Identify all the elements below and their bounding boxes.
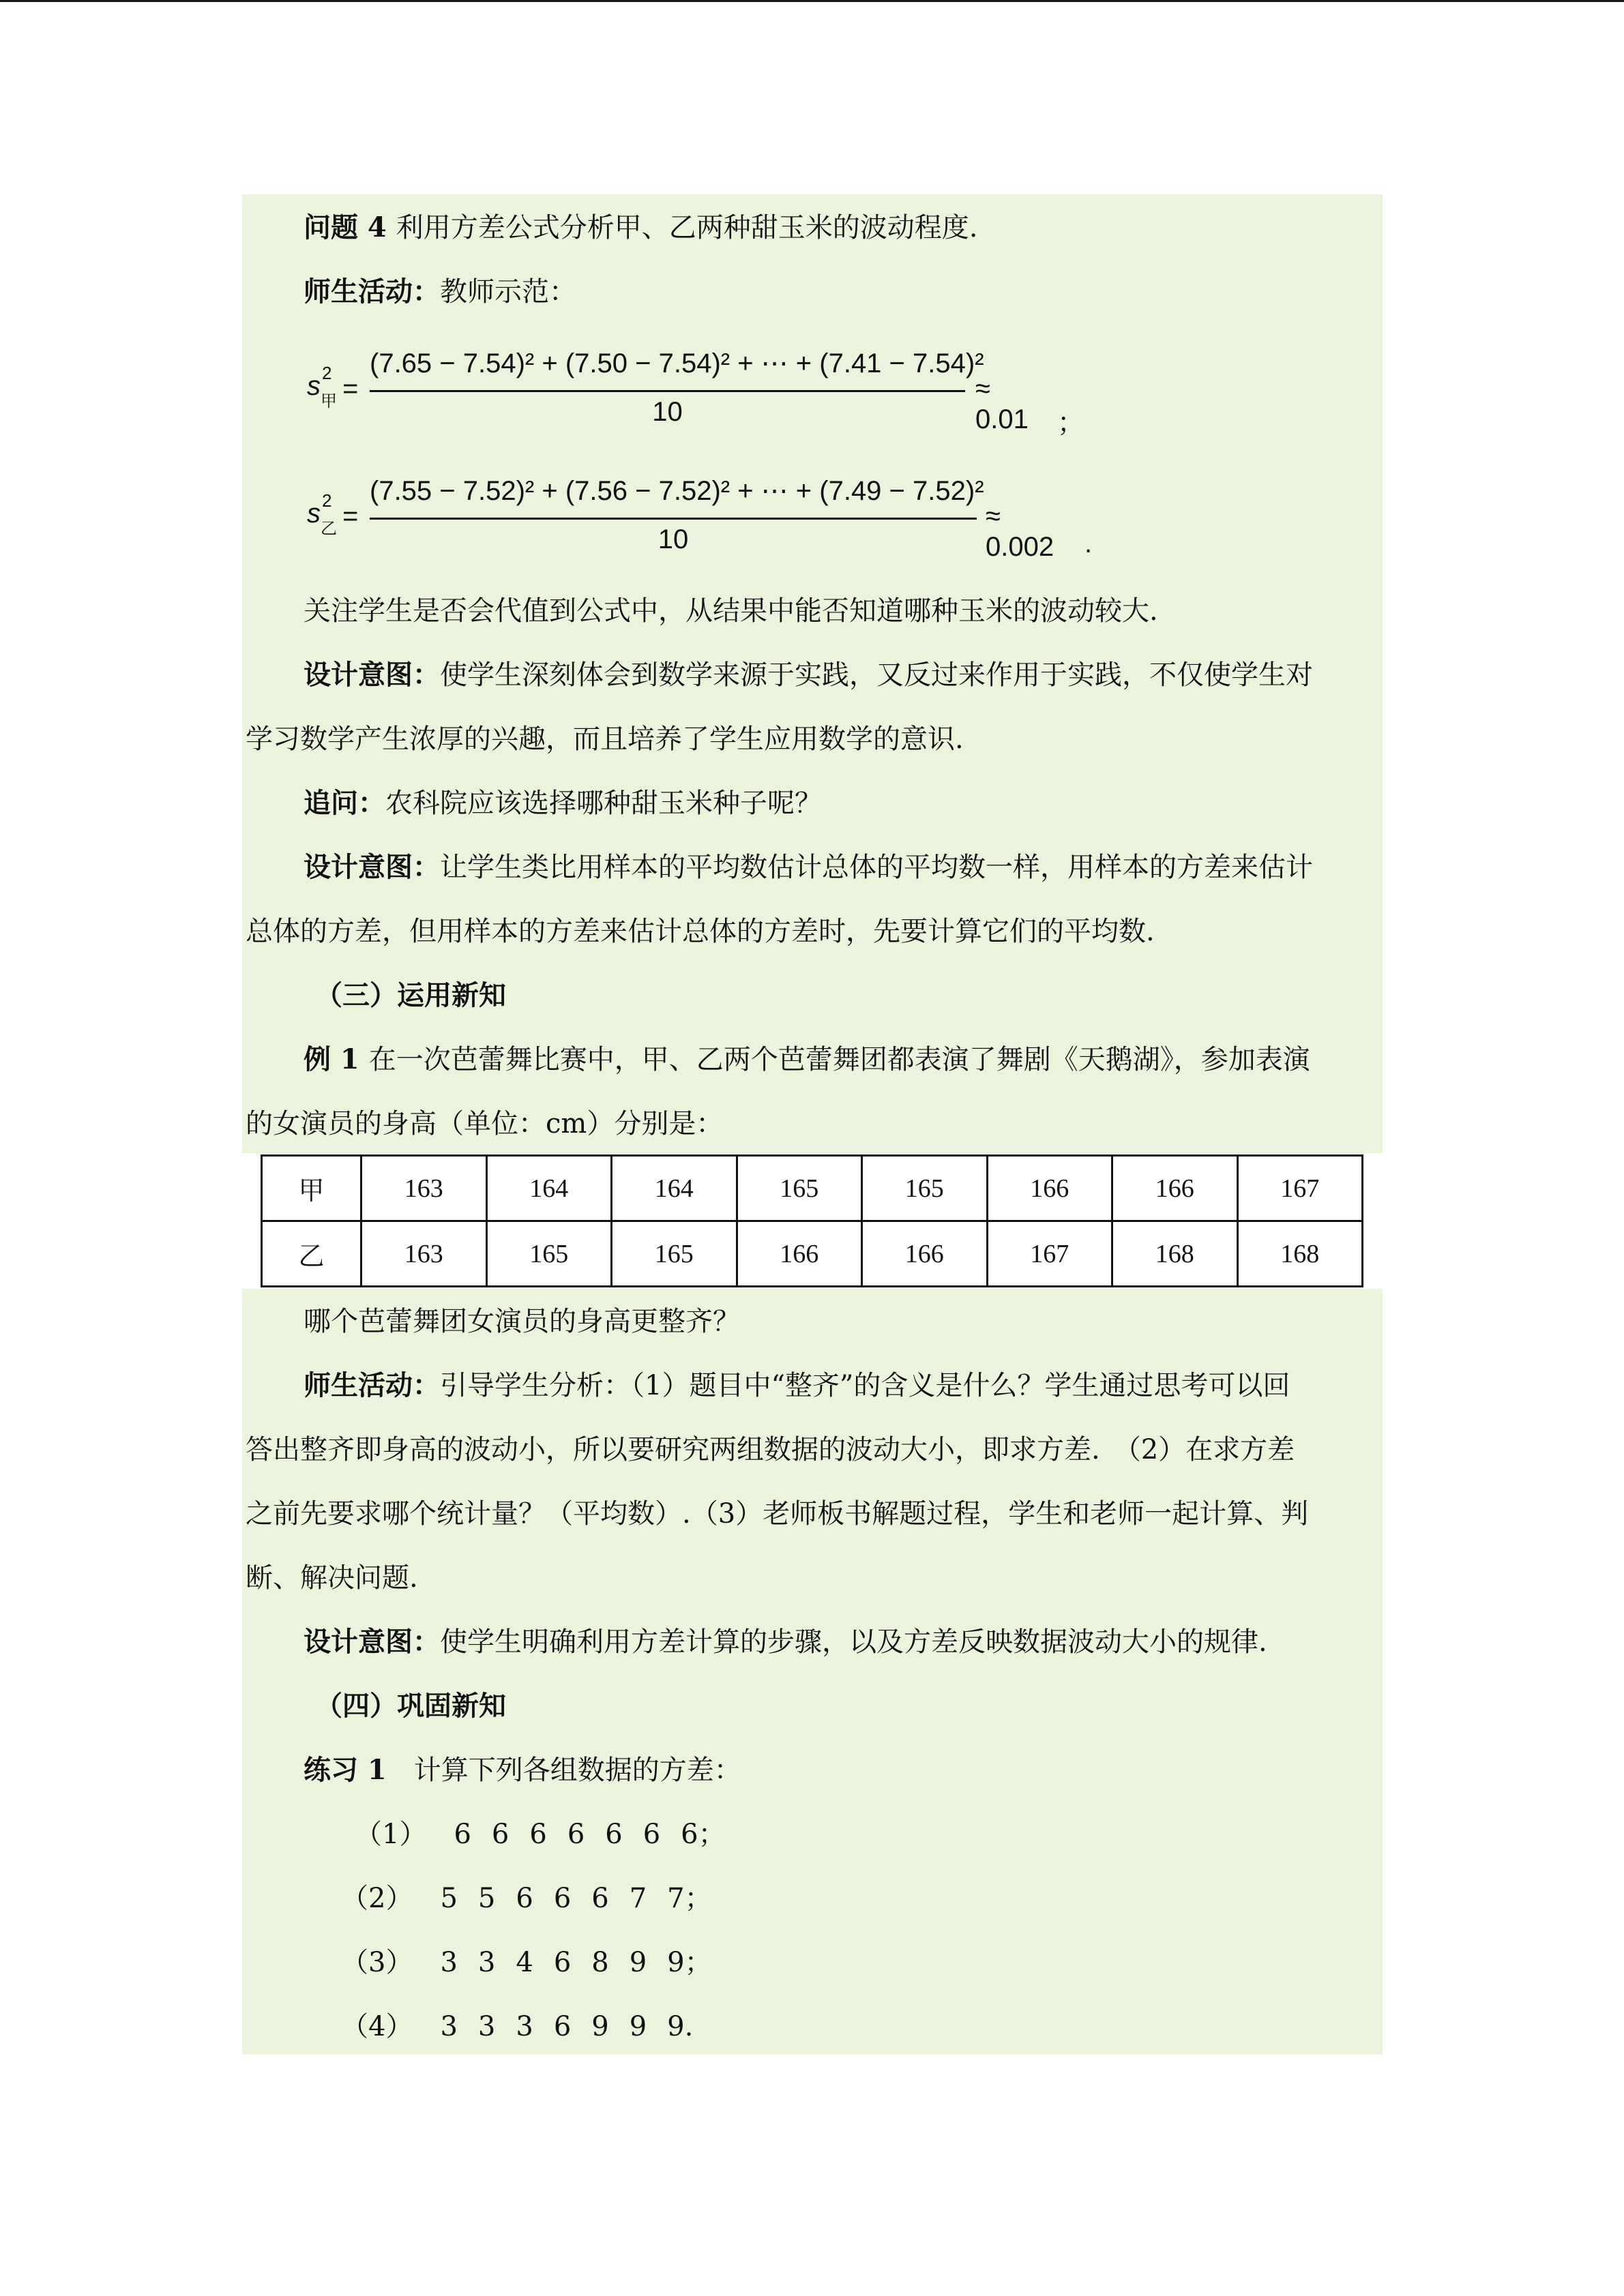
practice-item: [341, 1943, 733, 1982]
followup-question: [304, 784, 822, 822]
question-4-label: 问题 4: [304, 211, 387, 243]
example-1-cont: 的女演员的身高（单位：cm）分别是：: [246, 1108, 724, 1139]
focus-note: 关注学生是否会代值到公式中，从结果中能否知道哪种玉米的波动较大.: [304, 595, 1158, 627]
design-intent-3-text: 使学生明确利用方差计算的步骤，以及方差反映数据波动大小的规律.: [440, 1626, 1267, 1658]
practice-1-label: 练习 1: [304, 1754, 387, 1786]
practice-value: 9: [629, 2011, 647, 2042]
teacher-activity-2-label: 师生活动：: [304, 1369, 440, 1401]
table-cell: 165: [612, 1221, 737, 1287]
table-cell: 166: [1112, 1156, 1238, 1221]
question-4-text: 利用方差公式分析甲、乙两种甜玉米的波动程度.: [396, 212, 978, 243]
table-cell: 166: [737, 1221, 862, 1287]
practice-value: 5: [440, 1883, 458, 1914]
teacher-demo-text: 教师示范：: [440, 276, 576, 308]
practice-value: 6: [529, 1819, 547, 1850]
practice-value: 3: [477, 2011, 496, 2042]
formula-2-result: ≈ 0.002: [986, 501, 1054, 562]
table-row: [262, 1221, 1363, 1287]
formula-2-bar: [370, 518, 977, 520]
table-cell: 168: [1112, 1221, 1238, 1287]
example-1-label: 例 1: [304, 1043, 359, 1075]
example-1-text: 在一次芭蕾舞比赛中，甲、乙两个芭蕾舞团都表演了舞剧《天鹅湖》，参加表演: [368, 1044, 1310, 1075]
table-cell: 163: [361, 1221, 487, 1287]
teacher-activity-2-text: 引导学生分析：（1）题目中“整齐”的含义是什么？学生通过思考可以回: [440, 1370, 1290, 1401]
teacher-activity-2: [304, 1367, 1290, 1405]
table-row-header: 乙: [262, 1221, 361, 1287]
practice-value: 9: [629, 1947, 647, 1978]
practice-item-number: （1）: [355, 1819, 427, 1850]
design-intent-1-text: 使学生深刻体会到数学来源于实践，又反过来作用于实践，不仅使学生对: [440, 659, 1313, 691]
practice-value: 6: [553, 1883, 572, 1914]
design-intent-3: [304, 1623, 1267, 1661]
table-cell: 165: [737, 1156, 862, 1221]
practice-value: 7；: [667, 1883, 712, 1914]
practice-value: 6: [643, 1819, 661, 1850]
practice-value: 3: [440, 1947, 458, 1978]
example-1: [304, 1041, 1310, 1079]
height-table: [261, 1154, 1363, 1287]
section-3-heading: （三）运用新知: [315, 979, 506, 1011]
page-top-rule: [0, 0, 1624, 2]
followup-text: 农科院应该选择哪种甜玉米种子呢？: [385, 788, 822, 819]
table-cell: 165: [862, 1156, 988, 1221]
teacher-demo-line: [304, 273, 576, 311]
practice-value: 3: [516, 2011, 533, 2042]
followup-label: 追问：: [304, 787, 385, 819]
practice-value: 9；: [667, 1947, 712, 1978]
table-cell: 167: [1237, 1156, 1363, 1221]
design-intent-1-label: 设计意图：: [304, 659, 440, 691]
practice-item: [341, 1879, 733, 1918]
practice-value: 6: [516, 1883, 533, 1914]
design-intent-1: [304, 656, 1313, 694]
teacher-activity-2-cont-3: 断、解决问题.: [246, 1562, 418, 1594]
formula-1-s: s: [307, 371, 321, 401]
practice-value: 6: [567, 1819, 585, 1850]
teacher-demo-label: 师生活动：: [304, 275, 440, 308]
formula-1-denominator: 10: [652, 397, 683, 427]
table-cell: 163: [361, 1156, 487, 1221]
practice-value: 6: [491, 1819, 510, 1850]
design-intent-2-text: 让学生类比用样本的平均数估计总体的平均数一样，用样本的方差来估计: [440, 852, 1313, 883]
table-cell: 164: [486, 1156, 612, 1221]
practice-value: 3: [440, 2011, 458, 2042]
formula-1-sup: 2: [322, 363, 332, 383]
formula-2-equals: =: [342, 501, 359, 531]
table-cell: 167: [987, 1221, 1112, 1287]
design-intent-3-label: 设计意图：: [304, 1626, 440, 1658]
practice-value: 3: [477, 1947, 496, 1978]
practice-value: 5: [477, 1883, 496, 1914]
practice-value: 6: [605, 1819, 623, 1850]
practice-value: 9.: [667, 2011, 694, 2042]
teacher-activity-2-cont-2: 之前先要求哪个统计量？（平均数）.（3）老师板书解题过程，学生和老师一起计算、判: [246, 1498, 1309, 1530]
formula-1-numerator: (7.65 − 7.54)² + (7.50 − 7.54)² + ⋯ + (7.41 − 7.54)²: [370, 348, 984, 378]
table-cell: 165: [486, 1221, 612, 1287]
formula-2-s: s: [307, 498, 321, 528]
table-cell: 166: [862, 1221, 988, 1287]
table-cell: 168: [1237, 1221, 1363, 1287]
design-intent-2: [304, 848, 1313, 886]
formula-2-subscript: 乙: [321, 520, 337, 538]
practice-1: [304, 1751, 741, 1789]
table-row: [262, 1156, 1363, 1221]
practice-item-number: （2）: [341, 1883, 413, 1914]
formula-2-trail: .: [1084, 528, 1093, 558]
practice-value: 9: [591, 2011, 609, 2042]
practice-value: 6: [553, 1947, 572, 1978]
formula-1-equals: =: [342, 374, 359, 404]
practice-item-number: （4）: [341, 2011, 413, 2042]
practice-item: [355, 1815, 746, 1853]
which-troupe-question: 哪个芭蕾舞团女演员的身高更整齐？: [304, 1306, 740, 1337]
formula-2-denominator: 10: [658, 524, 689, 554]
practice-item: [341, 2008, 713, 2046]
practice-value: 6；: [681, 1819, 726, 1850]
formula-1-subscript: 甲: [321, 392, 337, 411]
formula-1-trail: ；: [1057, 408, 1084, 438]
formula-1-bar: [370, 390, 965, 392]
question-4: [304, 209, 977, 247]
formula-2-sup: 2: [322, 490, 332, 511]
formula-2-numerator: (7.55 − 7.52)² + (7.56 − 7.52)² + ⋯ + (7.49 − 7.52)²: [370, 476, 984, 506]
table-cell: 164: [612, 1156, 737, 1221]
section-4-heading: （四）巩固新知: [315, 1690, 506, 1722]
practice-value: 7: [629, 1883, 647, 1914]
table-cell: 166: [987, 1156, 1112, 1221]
table-row-header: 甲: [262, 1156, 361, 1221]
practice-value: 6: [454, 1819, 471, 1850]
design-intent-2-label: 设计意图：: [304, 851, 440, 883]
teacher-activity-2-cont-1: 答出整齐即身高的波动小，所以要研究两组数据的波动大小，即求方差. （2）在求方差: [246, 1434, 1295, 1465]
design-intent-2-cont: 总体的方差，但用样本的方差来估计总体的方差时，先要计算它们的平均数.: [246, 916, 1155, 947]
practice-1-text: 计算下列各组数据的方差：: [413, 1755, 741, 1786]
practice-value: 8: [591, 1947, 609, 1978]
design-intent-1-cont: 学习数学产生浓厚的兴趣，而且培养了学生应用数学的意识.: [246, 724, 964, 755]
practice-value: 4: [516, 1947, 533, 1978]
practice-value: 6: [553, 2011, 572, 2042]
practice-value: 6: [591, 1883, 609, 1914]
practice-item-number: （3）: [341, 1947, 413, 1978]
formula-1-result: ≈ 0.01: [975, 374, 1029, 434]
